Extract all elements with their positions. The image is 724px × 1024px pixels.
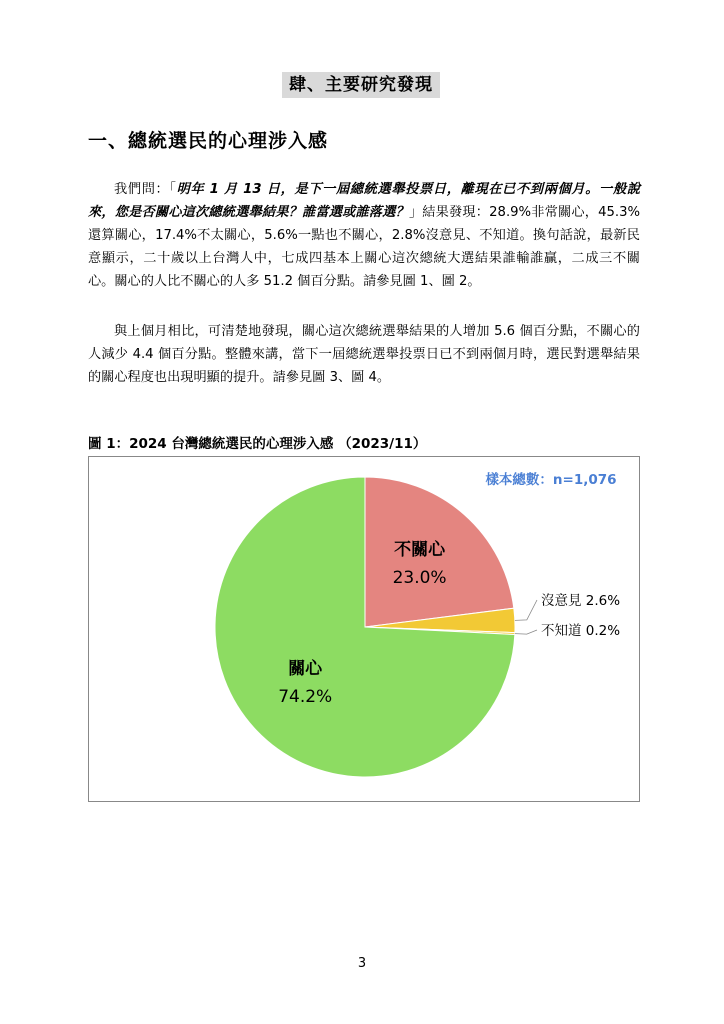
leader-line xyxy=(515,630,537,634)
slice-value-label: 74.2% xyxy=(278,686,333,707)
leader-line xyxy=(515,600,537,620)
paragraph-1 xyxy=(88,178,640,293)
page-number: 3 xyxy=(357,956,367,971)
slice-value-label: 23.0% xyxy=(392,568,447,589)
paragraph-2: 與上個月相比，可清楚地發現，關心這次總統選舉結果的人增加 5.6 個百分點，不關心的人減少 4.4 個百分點。整體來講，當下一屆總統選舉投票日已不到兩個月時，選民對選舉結果的關心程度也出現明顯的提升。請參見圖 3、圖 4。 xyxy=(88,324,640,385)
slice-label: 關心 xyxy=(288,658,323,679)
paragraph-1-rest: 」結果發現：28.9%非常關心，45.3%還算關心，17.4%不太關心，5.6%一點也不關心，2.8%沒意見、不知道。換句話說，最新民意顯示，二十歲以上台灣人中，七成四基本上關心這次總統大選結果誰輸誰贏，二成三不關心。關心的人比不關心的人多 51.2 個百分點。請參見圖 1、圖 2。 xyxy=(88,205,640,289)
section-heading: 肆、主要研究發現 xyxy=(282,72,440,98)
sample-size-note: 樣本總數：n=1,076 xyxy=(485,472,617,488)
sub-heading: 一、總統選民的心理涉入感 xyxy=(88,130,329,152)
pie-chart xyxy=(89,457,639,801)
paragraph-1-lead: 我們問：「 xyxy=(114,182,177,197)
slice-label: 不關心 xyxy=(394,540,446,561)
slice-callout-label: 沒意見 2.6% xyxy=(541,593,621,609)
slice-callout-label: 不知道 0.2% xyxy=(541,623,621,639)
figure-caption: 圖 1：2024 台灣總統選民的心理涉入感 （2023/11） xyxy=(88,436,427,452)
survey-question: 明年 1 月 13 日，是下一屆總統選舉投票日，離現在已不到兩個月。一般說來，您是否關心這次總統選舉結果？誰當選或誰落選？ xyxy=(88,182,641,220)
pie-chart-frame xyxy=(88,456,640,802)
